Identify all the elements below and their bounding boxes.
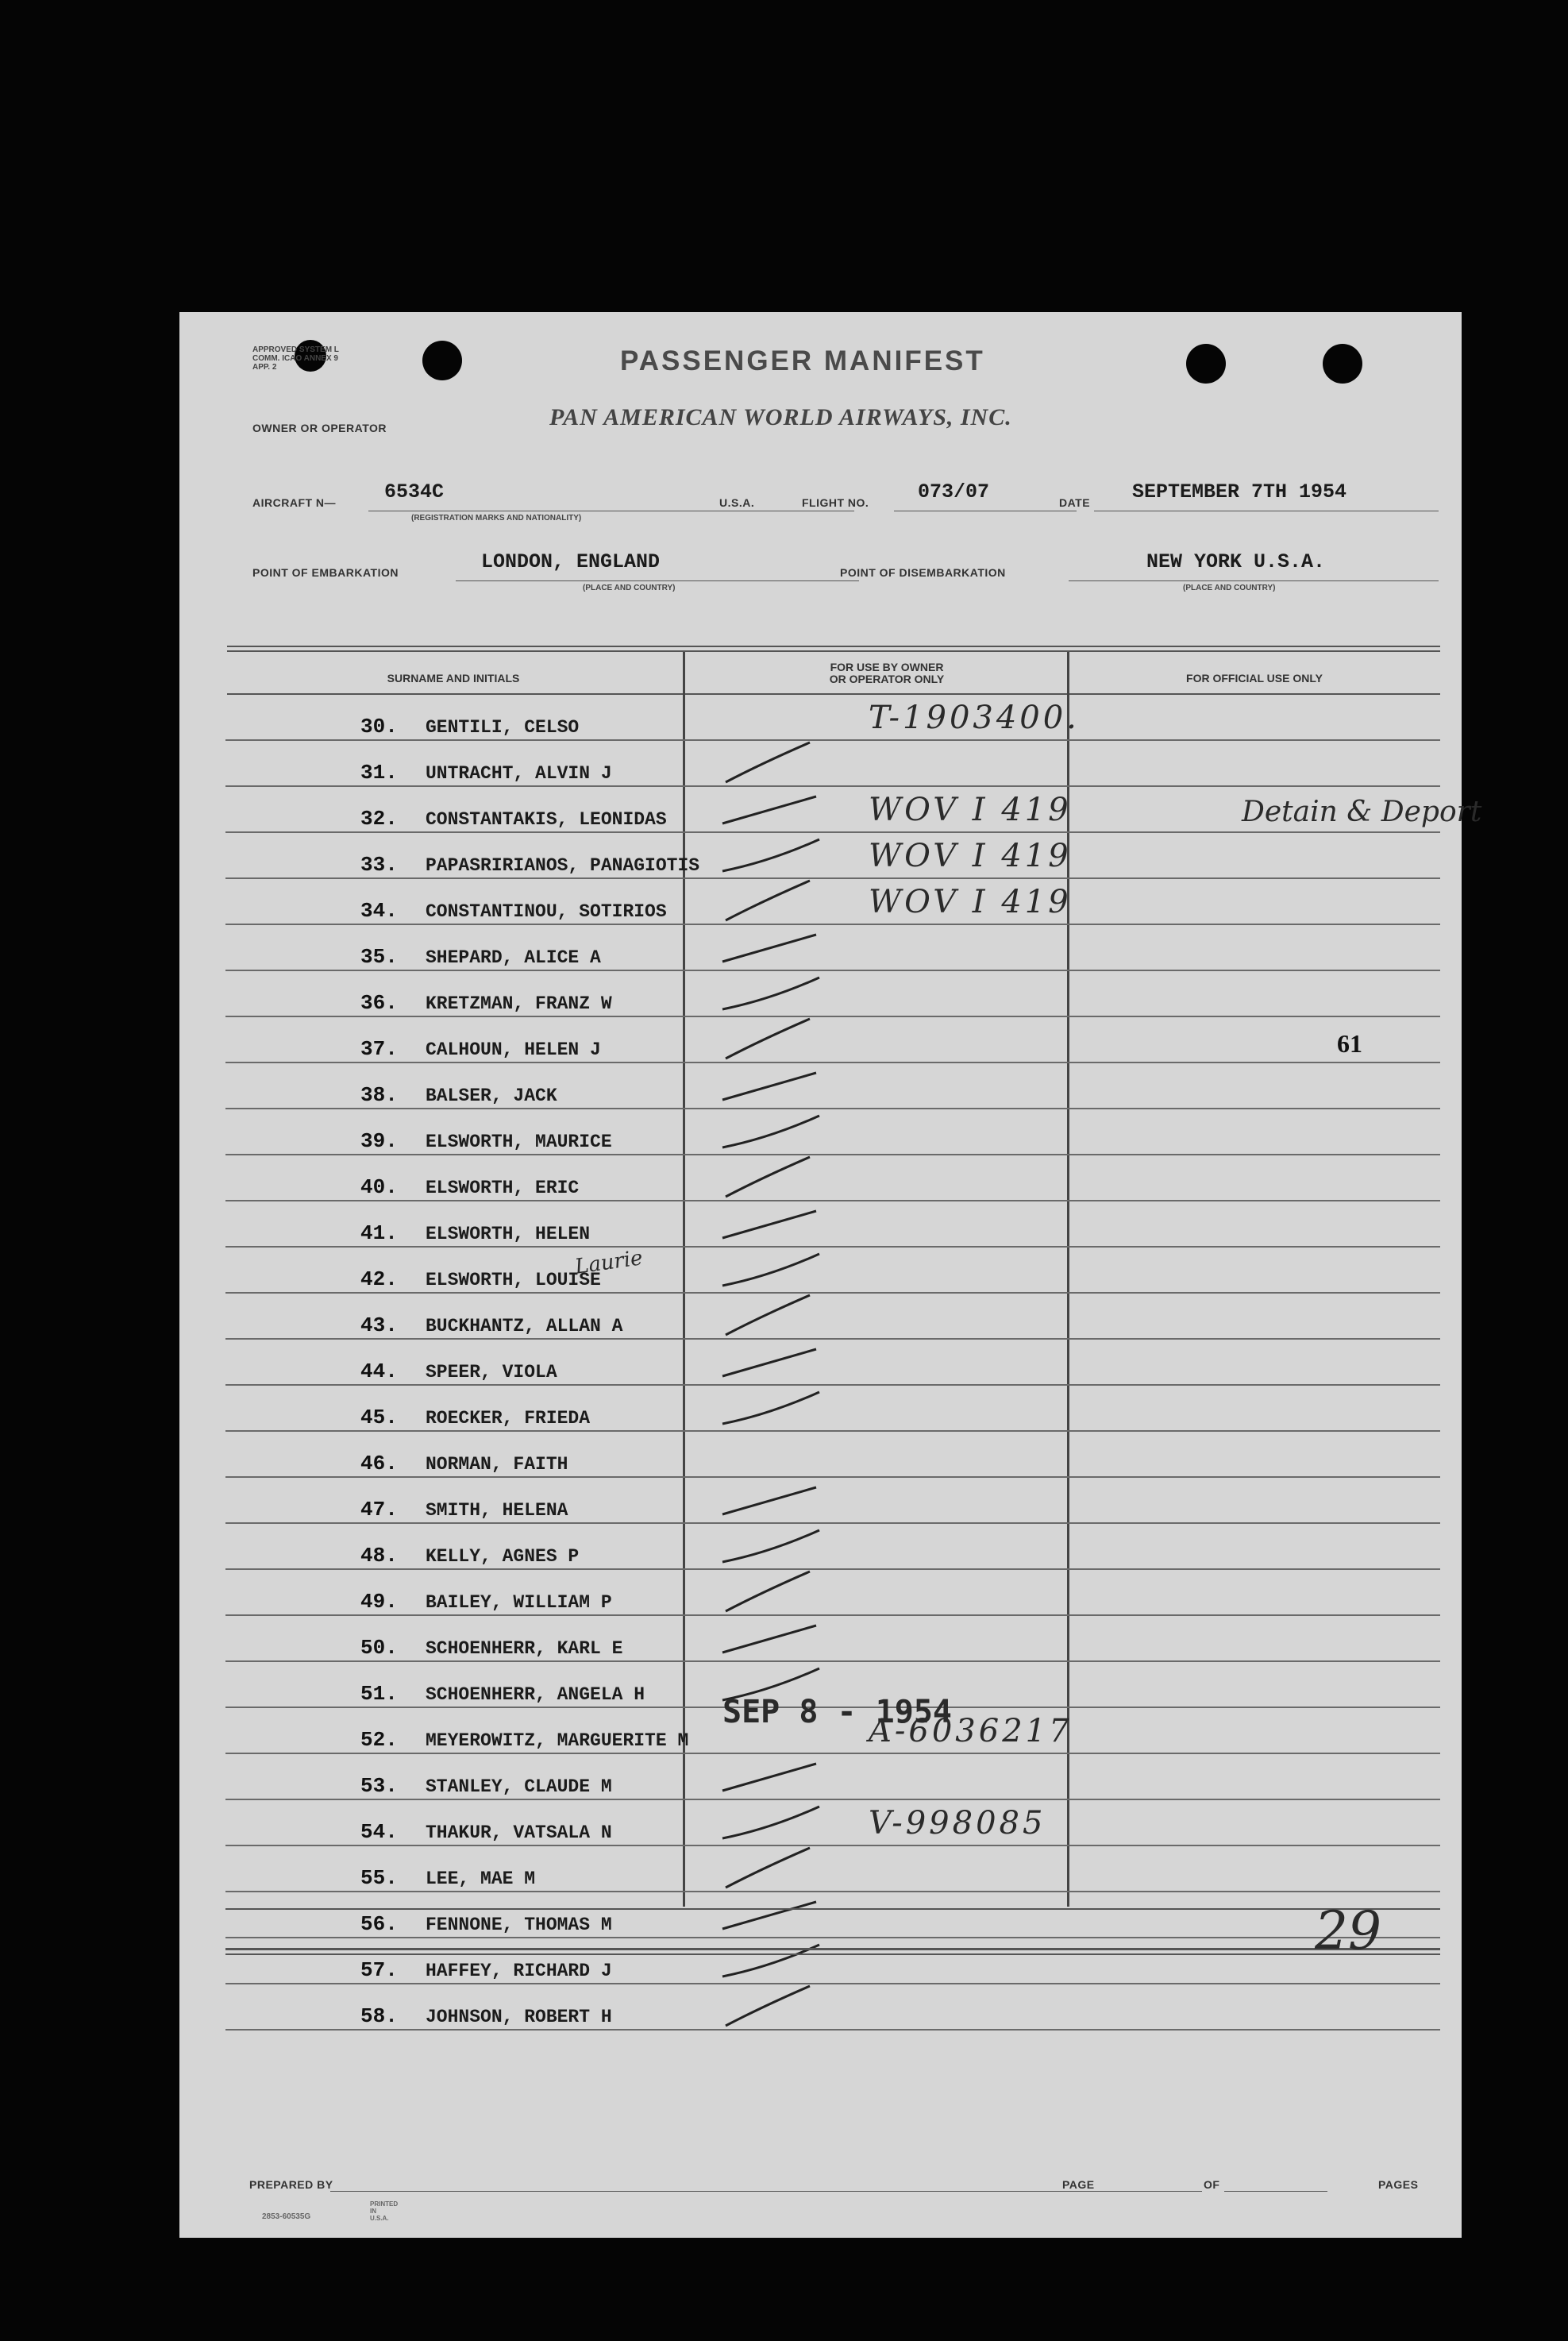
- airline-name: PAN AMERICAN WORLD AIRWAYS, INC.: [549, 404, 1012, 430]
- usa-label: U.S.A.: [719, 496, 755, 509]
- embark-place: LONDON, ENGLAND: [481, 550, 661, 573]
- of-label: OF: [1204, 2178, 1220, 2191]
- flight-number: 073/07: [918, 480, 990, 503]
- passenger-name: SMITH, HELENA: [426, 1500, 568, 1521]
- passenger-number: 53.: [360, 1774, 398, 1798]
- col-owner-header-line2: OR OPERATOR ONLY: [829, 673, 945, 685]
- check-mark-icon: [722, 1160, 834, 1200]
- passenger-number: 31.: [360, 761, 398, 785]
- passenger-name: ROECKER, FRIEDA: [426, 1408, 591, 1429]
- passenger-number: 56.: [360, 1912, 398, 1936]
- embark-label: POINT OF EMBARKATION: [252, 566, 399, 579]
- aircraft-label: AIRCRAFT N—: [252, 496, 337, 509]
- passenger-name: BALSER, JACK: [426, 1086, 557, 1106]
- passenger-name: UNTRACHT, ALVIN J: [426, 763, 612, 784]
- passenger-row: [225, 1063, 1440, 1109]
- passenger-number: 46.: [360, 1452, 398, 1475]
- passenger-row: [225, 741, 1440, 787]
- check-mark-icon: [722, 1805, 834, 1845]
- passenger-number: 51.: [360, 1682, 398, 1706]
- passenger-number: 49.: [360, 1590, 398, 1614]
- passenger-row: [225, 925, 1440, 971]
- passenger-number: 44.: [360, 1359, 398, 1383]
- passenger-number: 39.: [360, 1129, 398, 1153]
- check-mark-icon: [722, 1621, 834, 1660]
- owner-label: OWNER OR OPERATOR: [252, 422, 387, 434]
- owner-note: T-1903400.: [869, 700, 1080, 736]
- date-stamp: SEP 8 - 1954: [722, 1694, 952, 1730]
- page-number-handwritten: 29: [1315, 1900, 1381, 1961]
- passenger-name: GENTILI, CELSO: [426, 717, 580, 738]
- check-mark-icon: [722, 976, 834, 1016]
- passenger-name: CONSTANTAKIS, LEONIDAS: [426, 809, 667, 830]
- passenger-number: 35.: [360, 945, 398, 969]
- passenger-name: BAILEY, WILLIAM P: [426, 1592, 612, 1613]
- passenger-number: 43.: [360, 1313, 398, 1337]
- punch-hole-2: [422, 341, 462, 380]
- passenger-name: PAPASRIRIANOS, PANAGIOTIS: [426, 855, 700, 876]
- passenger-name: ELSWORTH, LOUISE: [426, 1270, 601, 1290]
- passenger-number: 42.: [360, 1267, 398, 1291]
- printed-note: PRINTED IN U.S.A.: [370, 2200, 399, 2222]
- passenger-name: SPEER, VIOLA: [426, 1362, 557, 1383]
- disembark-label: POINT OF DISEMBARKATION: [840, 566, 1006, 579]
- passenger-name: ELSWORTH, ERIC: [426, 1178, 580, 1198]
- passenger-number: 55.: [360, 1866, 398, 1890]
- col-owner-header-line1: FOR USE BY OWNER: [830, 661, 944, 673]
- passenger-number: 47.: [360, 1498, 398, 1521]
- passenger-row: [225, 1616, 1440, 1662]
- passenger-name: ELSWORTH, MAURICE: [426, 1132, 612, 1152]
- check-mark-icon: [722, 1851, 834, 1891]
- passenger-number: 36.: [360, 991, 398, 1015]
- check-mark-icon: [722, 1897, 834, 1937]
- passenger-number: 41.: [360, 1221, 398, 1245]
- passenger-number: 57.: [360, 1958, 398, 1982]
- row-rule: [225, 2029, 1440, 2031]
- passenger-name: CONSTANTINOU, SOTIRIOS: [426, 901, 667, 922]
- check-mark-icon: [722, 1529, 834, 1568]
- passenger-row: [225, 1524, 1440, 1570]
- punch-hole-4: [1323, 344, 1362, 384]
- embark-place-note: (PLACE AND COUNTRY): [583, 584, 676, 592]
- flight-date: SEPTEMBER 7TH 1954: [1132, 480, 1347, 503]
- passenger-name: KRETZMAN, FRANZ W: [426, 993, 612, 1014]
- passenger-name: FENNONE, THOMAS M: [426, 1915, 612, 1935]
- passenger-row: [225, 695, 1440, 741]
- approval-note: APPROVED SYSTEM L COMM. ICAO ANNEX 9 APP. 2: [252, 345, 339, 372]
- owner-note: WOV I 419: [869, 792, 1072, 828]
- passenger-name: SCHOENHERR, ANGELA H: [426, 1684, 645, 1705]
- passenger-number: 33.: [360, 853, 398, 877]
- check-mark-icon: [722, 884, 834, 924]
- passenger-number: 34.: [360, 899, 398, 923]
- passenger-name: BUCKHANTZ, ALLAN A: [426, 1316, 623, 1336]
- passenger-name: SCHOENHERR, KARL E: [426, 1638, 623, 1659]
- passenger-row: [225, 1800, 1440, 1846]
- check-mark-icon: [722, 838, 834, 877]
- passenger-number: 40.: [360, 1175, 398, 1199]
- official-note: Detain & Deport: [1242, 796, 1482, 828]
- check-mark-icon: [722, 1344, 834, 1384]
- check-mark-icon: [722, 930, 834, 970]
- owner-note: WOV I 419: [869, 884, 1072, 920]
- passenger-row: [225, 1754, 1440, 1800]
- passenger-name: HAFFEY, RICHARD J: [426, 1961, 612, 1981]
- passenger-number: 52.: [360, 1728, 398, 1752]
- passenger-row: [225, 1938, 1440, 1984]
- aircraft-registration: 6534C: [384, 480, 445, 503]
- form-code: 2853-60535G: [262, 2212, 311, 2221]
- passenger-row: [225, 1846, 1440, 1892]
- manifest-paper: [179, 312, 1482, 2238]
- passenger-number: 38.: [360, 1083, 398, 1107]
- col-surname-header: SURNAME AND INITIALS: [387, 672, 520, 685]
- check-mark-icon: [722, 1483, 834, 1522]
- passenger-name: CALHOUN, HELEN J: [426, 1039, 601, 1060]
- page-label: PAGE: [1062, 2178, 1095, 2191]
- date-label: DATE: [1059, 496, 1091, 509]
- official-mark: 61: [1337, 1029, 1362, 1058]
- passenger-name: MEYEROWITZ, MARGUERITE M: [426, 1730, 689, 1751]
- passenger-row: [225, 1984, 1440, 2031]
- registration-note: (REGISTRATION MARKS AND NATIONALITY): [411, 514, 582, 523]
- passenger-row: [225, 833, 1440, 879]
- passenger-row: [225, 879, 1440, 925]
- handwritten-correction: Laurie: [573, 1246, 645, 1279]
- passenger-number: 50.: [360, 1636, 398, 1660]
- passenger-number: 58.: [360, 2004, 398, 2028]
- passenger-number: 30.: [360, 715, 398, 739]
- check-mark-icon: [722, 1575, 834, 1614]
- passenger-row: [225, 971, 1440, 1017]
- passenger-row: [225, 1570, 1440, 1616]
- passenger-row: [225, 1017, 1440, 1063]
- passenger-row: [225, 1109, 1440, 1155]
- prepared-label: PREPARED BY: [249, 2178, 333, 2191]
- passenger-number: 37.: [360, 1037, 398, 1061]
- passenger-row: [225, 1478, 1440, 1524]
- passenger-row: [225, 1432, 1440, 1478]
- passenger-name: JOHNSON, ROBERT H: [426, 2007, 612, 2027]
- owner-note: A-6036217: [869, 1713, 1073, 1749]
- passenger-row: [225, 1340, 1440, 1386]
- passenger-row: [225, 1248, 1440, 1294]
- disembark-place: NEW YORK U.S.A.: [1146, 550, 1326, 573]
- check-mark-icon: [722, 1298, 834, 1338]
- check-mark-icon: [722, 1068, 834, 1108]
- disembark-place-note: (PLACE AND COUNTRY): [1183, 584, 1276, 592]
- page-title: PASSENGER MANIFEST: [620, 345, 985, 376]
- passenger-row: [225, 1201, 1440, 1248]
- col-official-header: FOR OFFICIAL USE ONLY: [1186, 672, 1323, 685]
- passenger-number: 54.: [360, 1820, 398, 1844]
- owner-note: WOV I 419: [869, 838, 1072, 874]
- check-mark-icon: [722, 1989, 834, 2029]
- passenger-number: 45.: [360, 1406, 398, 1429]
- passenger-name: NORMAN, FAITH: [426, 1454, 568, 1475]
- check-mark-icon: [722, 1759, 834, 1799]
- passenger-number: 48.: [360, 1544, 398, 1568]
- passenger-name: LEE, MAE M: [426, 1869, 536, 1889]
- passenger-name: ELSWORTH, HELEN: [426, 1224, 591, 1244]
- passenger-number: 32.: [360, 807, 398, 831]
- check-mark-icon: [722, 1114, 834, 1154]
- check-mark-icon: [722, 1252, 834, 1292]
- passenger-row: [225, 787, 1482, 833]
- flight-label: FLIGHT NO.: [802, 496, 869, 509]
- passenger-name: STANLEY, CLAUDE M: [426, 1776, 612, 1797]
- passenger-name: SHEPARD, ALICE A: [426, 947, 601, 968]
- check-mark-icon: [722, 746, 834, 785]
- check-mark-icon: [722, 1390, 834, 1430]
- pages-label: PAGES: [1378, 2178, 1419, 2191]
- passenger-row: [225, 1892, 1440, 1938]
- check-mark-icon: [722, 792, 834, 831]
- owner-note: V-998085: [869, 1805, 1046, 1842]
- passenger-row: [225, 1155, 1440, 1201]
- check-mark-icon: [722, 1022, 834, 1062]
- passenger-name: KELLY, AGNES P: [426, 1546, 580, 1567]
- passenger-row: [225, 1294, 1440, 1340]
- check-mark-icon: [722, 1206, 834, 1246]
- punch-hole-3: [1186, 344, 1226, 384]
- passenger-name: THAKUR, VATSALA N: [426, 1822, 612, 1843]
- passenger-row: [225, 1386, 1440, 1432]
